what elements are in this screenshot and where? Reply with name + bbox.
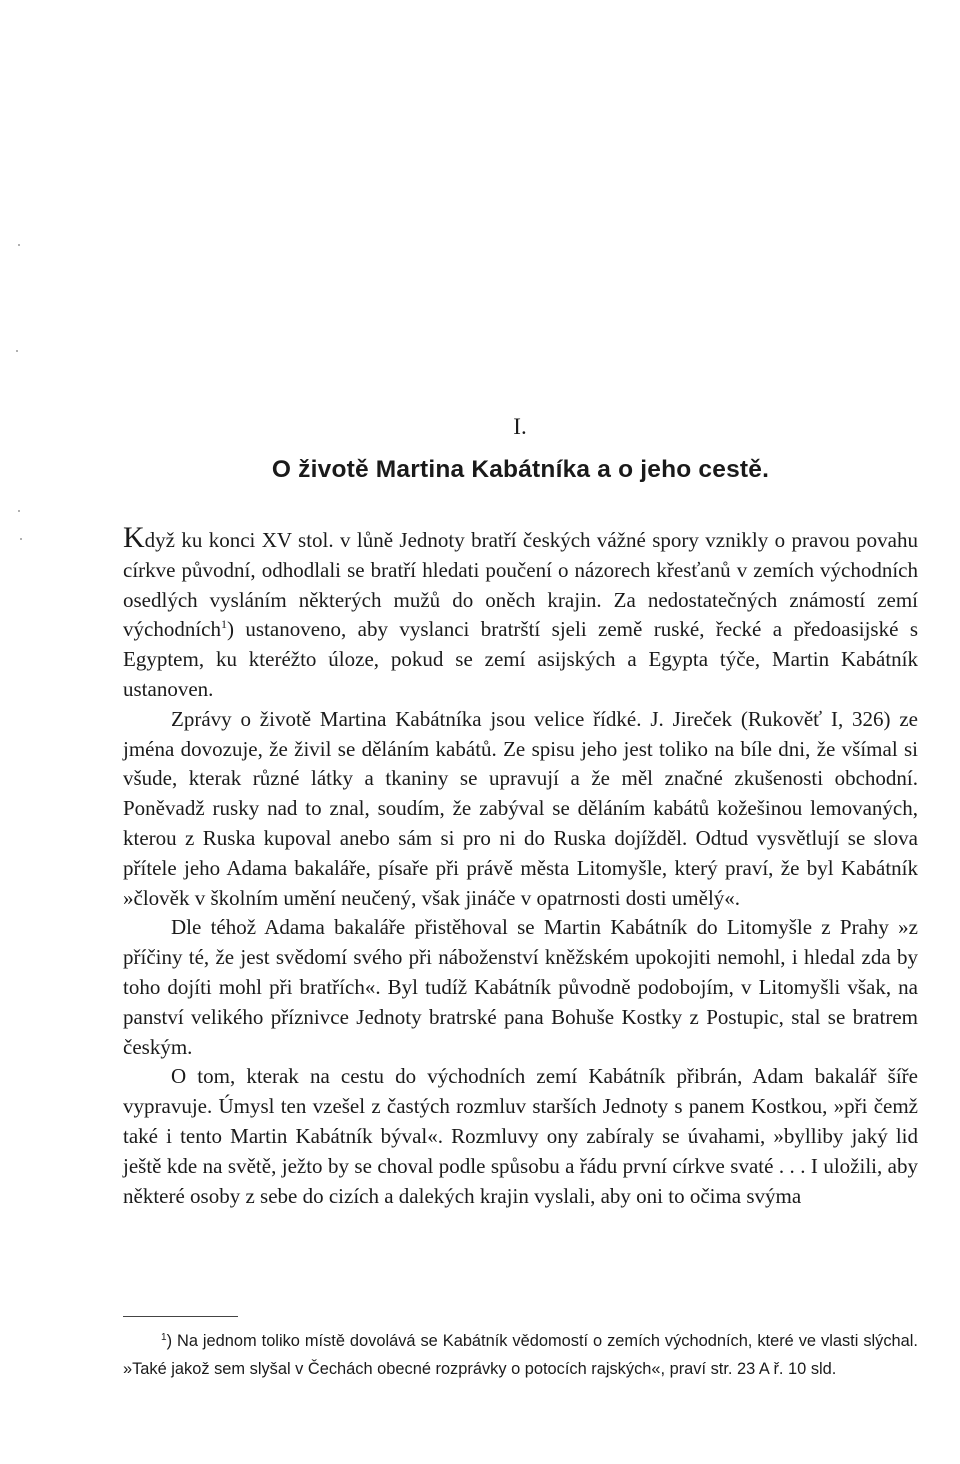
- paragraph-2: Zprávy o životě Martina Kabátníka jsou velice řídké. J. Jireček (Rukověť I, 326) ze jména dovozuje, že živil se děláním kabátů. Ze spisu jeho jest toliko na bíle dni, že všímal si všude, kterak různé látky a tkaniny se upravují a že měl značné zkušenosti obchodní. Poněvadž rusky nad to znal, soudím, že zabýval se děláním kabátů kožešinou lemovaných, kterou z Ruska kupoval anebo sám si pro ni do Ruska dojížděl. Odtud vysvětlují se slova přítele jeho Adama bakaláře, písaře při právě města Litomyšle, který praví, že byl Kabátník »člověk v školním umění neučený, však jináče v opatrnosti dosti umělý«.: [123, 706, 918, 910]
- footnote: [123, 1328, 918, 1383]
- footnote-divider: [123, 1316, 238, 1317]
- drop-cap: K: [123, 521, 145, 554]
- scan-speck: [18, 510, 20, 512]
- scan-speck: [18, 244, 20, 246]
- footnote-text: ) Na jednom toliko místě dovolává se Kabátník vědomostí o zemích východních, které ve vlasti slýchal. »Také jakož sem slyšal v Čechách obecné rozprávky o potocích rajských«, praví str. 23 A ř. 10 sld.: [123, 1332, 918, 1378]
- paragraph-1-text-b: ) ustanoveno, aby vyslanci bratrští sjeli země ruské, řecké a předoasijské s Egyptem, ku kteréžto úloze, pokud se zemí asijských a Egypta týče, Martin Kabátník ustanoven.: [123, 617, 918, 701]
- footnote-marker: 1: [161, 1332, 167, 1343]
- chapter-number: I.: [513, 414, 527, 439]
- chapter-title: O životě Martina Kabátníka a o jeho cestě.: [271, 456, 770, 483]
- body-text: [123, 521, 918, 1211]
- scan-speck: [20, 538, 22, 540]
- paragraph-1-text-a: dyž ku konci XV stol. v lůně Jednoty bratří českých vážné spory vznikly o pravou povahu církve původní, odhodlali se bratří hledati poučení o názorech křesťanů v zemích východních osedlých vysláním některých mužů do oněch krajin. Za nedostatečných známostí zemí východních: [123, 528, 918, 642]
- paragraph-3: Dle téhož Adama bakaláře přistěhoval se Martin Kabátník do Litomyšle z Prahy »z příčiny té, že jest svědomí svého při náboženství kněžském upokojiti nemohl, i hledal zda by toho dojíti mohl při bratřích«. Byl tudíž Kabátník původně podobojím, v Litomyšli však, na panství velikého příznivce Jednoty bratrské pana Bohuše Kostky z Postupic, stal se bratrem českým.: [123, 915, 918, 1059]
- paragraph-1: [123, 521, 918, 705]
- scan-speck: [16, 350, 18, 352]
- paragraph-4: O tom, kterak na cestu do východních zemí Kabátník přibrán, Adam bakalář šíře vypravuje. Úmysl ten vzešel z častých rozmluv starších Jednoty s panem Kostkou, »při čemž také i tento Martin Kabátník býval«. Rozmluvy ony zabíraly se úvahami, »bylliby jaký lid ještě kde na světě, ježto by se choval podle spůsobu a řádu první církve svaté . . . I uložili, aby některé osoby z sebe do cizích a dalekých krajin vyslali, aby oni to očima svýma: [123, 1064, 918, 1208]
- footnote-reference: 1: [220, 617, 227, 632]
